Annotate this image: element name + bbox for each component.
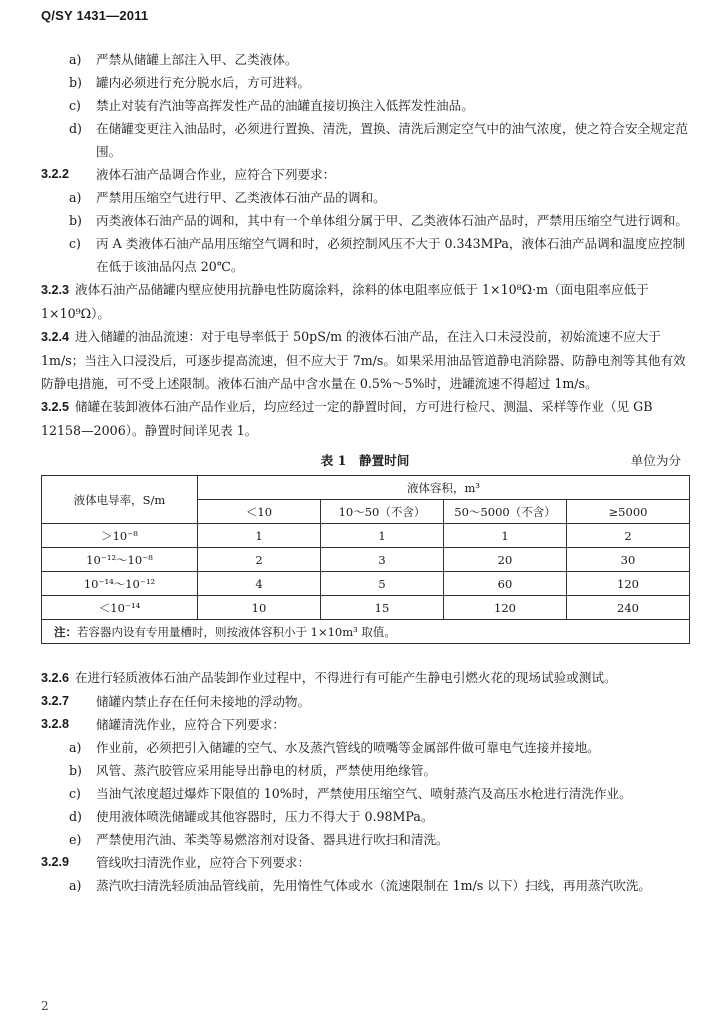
list-item [41, 186, 689, 209]
table-cell: 30 [567, 548, 690, 572]
standing-time-table [41, 475, 690, 644]
table-cell: 60 [444, 572, 567, 596]
list-text: 严禁使用汽油、苯类等易燃溶剂对设备、器具进行吹扫和清洗。 [96, 832, 449, 847]
list-text: 作业前，必须把引入储罐的空气、水及蒸汽管线的喷嘴等金属部件做可靠电气连接并接地。 [96, 740, 600, 755]
list-item [41, 209, 689, 232]
list-marker: d) [69, 121, 82, 136]
row-label: ＜10⁻¹⁴ [42, 596, 198, 620]
clause-text: 液体石油产品储罐内壁应使用抗静电性防腐涂料，涂料的体电阻率应低于 1×10⁸Ω·m（面电阻率应低于 1×10⁹Ω）。 [41, 282, 649, 321]
table-row [42, 524, 690, 548]
list-item [41, 71, 689, 94]
table-row [42, 596, 690, 620]
clause-3-2-7 [41, 690, 689, 713]
note-label: 注： [54, 624, 77, 639]
list-text: 当油气浓度超过爆炸下限值的 10%时，严禁使用压缩空气、喷射蒸汽及高压水枪进行清洗作业。 [96, 786, 632, 801]
clause-3-2-8 [41, 713, 689, 736]
table-note-row [42, 620, 690, 644]
note-text: 若容器内设有专用量槽时，则按液体容积小于 1×10m³ 取值。 [77, 624, 396, 639]
list-text: 风管、蒸汽胶管应采用能导出静电的材质，严禁使用绝缘管。 [96, 763, 437, 778]
list-item [41, 759, 689, 782]
clause-3-2-4 [41, 325, 689, 395]
list-marker: b) [69, 75, 82, 90]
clause-number: 3.2.6 [41, 671, 70, 685]
clause-text: 进入储罐的油品流速：对于电导率低于 50pS/m 的液体石油产品，在注入口未浸没前，初始流速不应大于 1m/s；当注入口浸没后，可逐步提高流速，但不应大于 7m/s。如果采用油品管道静电消除器、防静电剂等其他有效防静电措施，可不受上述限制。液体石油产品中含水量在 0.5%～5%时，进罐流速不得超过 1m/s。 [41, 329, 686, 391]
list-marker: e) [69, 832, 82, 847]
document-body [41, 48, 689, 897]
list-item [41, 874, 689, 897]
list-item [41, 94, 689, 117]
clause-number: 3.2.7 [41, 694, 70, 708]
row-label: ＞10⁻⁸ [42, 524, 198, 548]
table-title: 表 1 静置时间 [320, 453, 410, 468]
list-marker: b) [69, 213, 82, 228]
table-cell: 240 [567, 596, 690, 620]
column-header: 50～5000（不含） [444, 500, 567, 524]
table-cell: 2 [198, 548, 321, 572]
list-text: 在储罐变更注入油品时，必须进行置换、清洗，置换、清洗后测定空气中的油气浓度，使之符合安全规定范围。 [96, 121, 688, 159]
list-text: 丙类液体石油产品的调和，其中有一个单体组分属于甲、乙类液体石油产品时，严禁用压缩空气进行调和。 [96, 213, 688, 228]
table-cell: 1 [321, 524, 444, 548]
list-marker: b) [69, 763, 82, 778]
list-text: 严禁用压缩空气进行甲、乙类液体石油产品的调和。 [96, 190, 386, 205]
list-text: 禁止对装有汽油等高挥发性产品的油罐直接切换注入低挥发性油品。 [96, 98, 474, 113]
list-text: 蒸汽吹扫清洗轻质油品管线前，先用惰性气体或水（流速限制在 1m/s 以下）扫线，再用蒸汽吹洗。 [96, 878, 652, 893]
clause-number: 3.2.8 [41, 717, 70, 731]
clause-number: 3.2.2 [41, 167, 70, 181]
table-note [42, 620, 690, 644]
list-marker: a) [69, 52, 82, 67]
column-header: ＜10 [198, 500, 321, 524]
clause-number: 3.2.4 [41, 330, 70, 344]
clause-number: 3.2.9 [41, 855, 70, 869]
table-cell: 2 [567, 524, 690, 548]
table-row [42, 548, 690, 572]
list-marker: d) [69, 809, 82, 824]
list-text: 丙 A 类液体石油产品用压缩空气调和时，必须控制风压不大于 0.343MPa，液体石油产品调和温度应控制在低于该油品闪点 20℃。 [96, 236, 686, 274]
clause-3-2-3 [41, 278, 689, 325]
row-label: 10⁻¹²～10⁻⁸ [42, 548, 198, 572]
clause-3-2-2 [41, 163, 689, 186]
table-unit: 单位为分 [630, 453, 681, 468]
list-text: 使用液体喷洗储罐或其他容器时，压力不得大于 0.98MPa。 [96, 809, 434, 824]
clause-3-2-5 [41, 395, 689, 442]
list-item [41, 828, 689, 851]
list-text: 罐内必须进行充分脱水后，方可进料。 [96, 75, 311, 90]
list-text: 严禁从储罐上部注入甲、乙类液体。 [96, 52, 298, 67]
standard-code: Q/SY 1431—2011 [41, 8, 149, 23]
clause-3-2-9 [41, 851, 689, 874]
list-marker: a) [69, 190, 82, 205]
clause-text: 储罐在装卸液体石油产品作业后，均应经过一定的静置时间，方可进行检尺、测温、采样等作业（见 GB 12158—2006）。静置时间详见表 1。 [41, 399, 653, 438]
column-header: 10～50（不含） [321, 500, 444, 524]
list-marker: c) [69, 236, 81, 251]
table-cell: 120 [567, 572, 690, 596]
list-marker: a) [69, 878, 82, 893]
clause-text: 液体石油产品调合作业，应符合下列要求： [96, 167, 336, 182]
table-header-row [42, 476, 690, 500]
table-cell: 15 [321, 596, 444, 620]
list-item [41, 48, 689, 71]
column-header: ≥5000 [567, 500, 690, 524]
clause-3-2-6 [41, 666, 689, 690]
table-caption [41, 449, 689, 473]
page-number: 2 [41, 999, 49, 1013]
table-cell: 1 [198, 524, 321, 548]
table-cell: 10 [198, 596, 321, 620]
clause-number: 3.2.5 [41, 400, 70, 414]
list-item [41, 736, 689, 759]
clause-text: 管线吹扫清洗作业，应符合下列要求： [96, 855, 311, 870]
list-item [41, 782, 689, 805]
group-header-cell: 液体容积，m³ [198, 476, 690, 500]
table-row [42, 572, 690, 596]
table-cell: 120 [444, 596, 567, 620]
table-cell: 20 [444, 548, 567, 572]
list-item [41, 805, 689, 828]
list-marker: a) [69, 740, 82, 755]
list-marker: c) [69, 98, 81, 113]
row-header-cell: 液体电导率，S/m [42, 476, 198, 524]
clause-text: 储罐清洗作业，应符合下列要求： [96, 717, 285, 732]
list-item [41, 117, 689, 163]
clause-number: 3.2.3 [41, 283, 70, 297]
list-item [41, 232, 689, 278]
clause-text: 储罐内禁止存在任何未接地的浮动物。 [96, 694, 311, 709]
table-cell: 4 [198, 572, 321, 596]
row-label: 10⁻¹⁴～10⁻¹² [42, 572, 198, 596]
table-cell: 1 [444, 524, 567, 548]
clause-text: 在进行轻质液体石油产品装卸作业过程中，不得进行有可能产生静电引燃火花的现场试验或测试。 [75, 670, 617, 685]
list-marker: c) [69, 786, 81, 801]
table-cell: 3 [321, 548, 444, 572]
table-cell: 5 [321, 572, 444, 596]
